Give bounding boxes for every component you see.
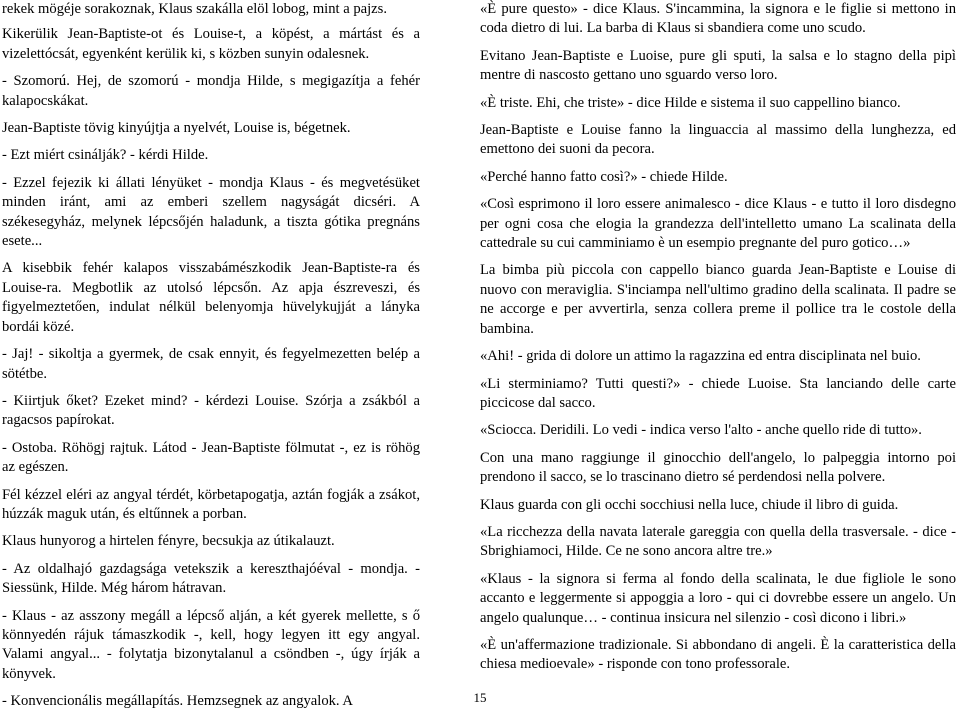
paragraph: A kisebbik fehér kalapos visszabámészkodik Jean-Baptiste-ra és Louise-ra. Megbotlik az utolsó lépcsőn. Az apja észreveszi, és figyelmeztetően, indulat nélkül belenyomja hüvelykujját a lányka bordái közé. — [2, 260, 420, 335]
paragraph: «È triste. Ehi, che triste» - dice Hilde e sistema il suo cappellino bianco. — [480, 94, 901, 111]
paragraph: Jean-Baptiste tövig kinyújtja a nyelvét, Louise is, bégetnek. — [2, 120, 351, 137]
paragraph: «Li sterminiamo? Tutti questi?» - chiede Luoise. Sta lanciando delle carte piccicose dal sacco. — [480, 375, 956, 411]
paragraph: - Klaus - az asszony megáll a lépcső alján, a két gyerek mellette, s ő könnyedén rájuk támaszkodik -, kell, hogy legyen itt egy angyal. Valami angyal... - folytatja bizonytalanul a csöndben -, úgy írják a könyvek. — [2, 607, 420, 682]
paragraph: «Perché hanno fatto così?» - chiede Hilde. — [480, 168, 728, 185]
paragraph: «È un'affermazione tradizionale. Si abbondano di angeli. È la caratteristica della chiesa medioevale» - risponde con tono professorale. — [480, 636, 956, 673]
paragraph: - Szomorú. Hej, de szomorú - mondja Hilde, s megigazítja a fehér kalapocskákat. — [2, 73, 420, 109]
paragraph: - Az oldalhajó gazdagsága vetekszik a kereszthajóéval - mondja. - Siessünk, Hilde. Még három hátravan. — [2, 560, 420, 597]
paragraph: - Konvencionális megállapítás. Hemzsegnek az angyalok. A — [2, 693, 353, 710]
paragraph: - Ezzel fejezik ki állati lényüket - mondja Klaus - és megvetésüket minden iránt, ami az emberi szellem nagyságát dicséri. A székesegyház, melynek lépcsőjén haladunk, a tiszta gótika pregnáns esete... — [2, 174, 420, 250]
paragraph: La bimba più piccola con cappello bianco guarda Jean-Baptiste e Louise di nuovo con meraviglia. S'inciampa nell'ultimo gradino della scalinata. Il padre se ne accorge e per avvertirla, senza collera preme il pollice tra le costole della bambina. — [480, 262, 956, 337]
paragraph: - Ostoba. Röhögj rajtuk. Látod - Jean-Baptiste fölmutat -, ez is röhög az egészen. — [2, 439, 420, 476]
paragraph: Klaus hunyorog a hirtelen fényre, becsukja az útikalauzt. — [2, 533, 335, 550]
paragraph: «È pure questo» - dice Klaus. S'incammina, la signora e le figlie si mettono in coda dietro di lui. La barba di Klaus si sbandiera come uno scudo. — [480, 1, 956, 37]
paragraph: Con una mano raggiunge il ginocchio dell'angelo, lo palpeggia intorno poi prendono il sacco, se lo trascinano dietro sé perdendosi nella polvere. — [480, 449, 956, 486]
paragraph: rekek mögéje sorakoznak, Klaus szakálla elöl lobog, mint a pajzs. — [2, 1, 387, 17]
italian-text-column — [480, 0, 956, 683]
paragraph: Kikerülik Jean-Baptiste-ot és Louise-t, a köpést, a mártást és a vizelettócsát, egyenként kerülik ki, s közben sunyin odalesnek. — [2, 26, 420, 62]
page-number: 15 — [473, 690, 487, 705]
paragraph: «Ahi! - grida di dolore un attimo la ragazzina ed entra disciplinata nel buio. — [480, 348, 921, 365]
paragraph: «Klaus - la signora si ferma al fondo della scalinata, le due figliole le sono accanto e leggermente si appoggia a loro - qui ci dovrebbe essere un angelo. Un angelo qualunque… - continua insicura nel silenzio - così dicono i libri.» — [480, 570, 956, 626]
paragraph: Klaus guarda con gli occhi socchiusi nella luce, chiude il libro di guida. — [480, 496, 899, 513]
paragraph: - Jaj! - sikoltja a gyermek, de csak ennyit, és fegyelmezetten belép a sötétbe. — [2, 346, 420, 382]
paragraph: «Così esprimono il loro essere animalesco - dice Klaus - e tutto il loro disdegno per ogni cosa che elogia la grandezza dell'intelletto umano La scalinata della cattedrale su cui camminiamo è un esempio pregnante del puro gotico…» — [480, 196, 956, 252]
paragraph: Fél kézzel eléri az angyal térdét, körbetapogatja, aztán fogják a zsákot, húzzák maguk után, és eltűnnek a porban. — [2, 486, 420, 522]
paragraph: - Kiirtjuk őket? Ezeket mind? - kérdezi Louise. Szórja a zsákból a ragacsos papírokat. — [2, 392, 420, 429]
paragraph: Evitano Jean-Baptiste e Luoise, pure gli sputi, la salsa e lo stagno della pipì mentre di nascosto gettano uno sguardo verso loro. — [480, 47, 956, 84]
paragraph: Jean-Baptiste e Louise fanno la linguaccia al massimo della lunghezza, ed emettono dei suoni da pecora. — [480, 122, 956, 158]
paragraph: «Sciocca. Deridili. Lo vedi - indica verso l'alto - anche quello ride di tutto». — [480, 422, 922, 439]
hungarian-text-column — [2, 0, 420, 720]
paragraph: «La ricchezza della navata laterale gareggia con quella della trasversale. - dice - Sbrighiamoci, Hilde. Ce ne sono ancora altre tre.» — [480, 523, 956, 560]
paragraph: - Ezt miért csinálják? - kérdi Hilde. — [2, 147, 209, 164]
